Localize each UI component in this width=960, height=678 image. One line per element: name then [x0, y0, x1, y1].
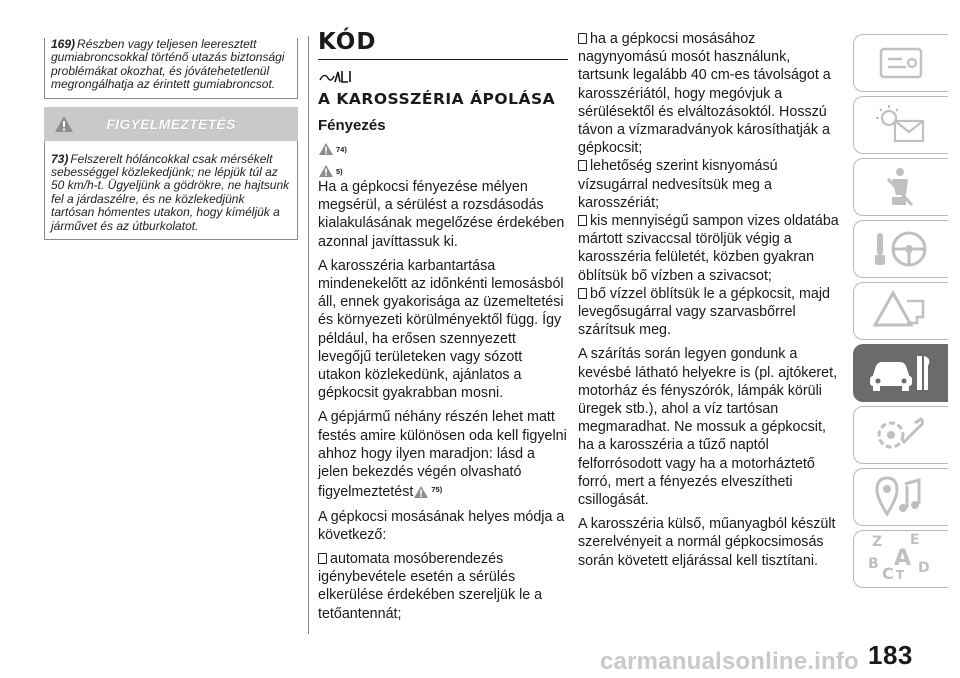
- warning-triangle-icon: [318, 142, 334, 156]
- section-title: KÓD: [318, 29, 377, 55]
- warning-triangle-icon: [413, 485, 429, 499]
- index-letter-t: T: [896, 568, 905, 582]
- tab-emergency[interactable]: [853, 282, 948, 340]
- note-73-box: [44, 141, 298, 240]
- reference-75-label: 75): [431, 485, 443, 495]
- checkbox-bullet-icon: [318, 553, 327, 564]
- note-169-text: Részben vagy teljesen leeresztett gumiabroncsokkal történő utazás biztonsági problémákat okozhat, és jóvátehetetlenül megrongálhatja az érintett gumiabroncsot.: [51, 37, 285, 92]
- index-letter-d: D: [918, 560, 930, 576]
- tab-index[interactable]: [853, 530, 948, 588]
- bullet-1: [318, 550, 568, 623]
- reference-5: [318, 158, 568, 178]
- reference-74: [318, 136, 568, 156]
- paragraph-2: A karosszéria karbantartása mindenekelőtt az időnkénti lemosásból áll, ennek gyakorisága az üzemeltetési és környezeti körülményektől függ. Így például, ha erősen szennyezett levegőjű területeken vagy sózott utakon közlekedünk, ajánlatos a gépkocsit gyakrabban mosni.: [318, 257, 564, 402]
- warning-lights-icon: [873, 103, 929, 147]
- note-73-number: 73): [51, 151, 69, 166]
- checkbox-bullet-icon: [578, 160, 587, 171]
- checkbox-bullet-icon: [578, 288, 587, 299]
- bullet-2: [578, 30, 840, 157]
- bullet-5: [578, 285, 840, 340]
- warning-triangle-icon: [54, 115, 74, 133]
- tab-maintenance[interactable]: [853, 344, 948, 402]
- bullet-1-text: automata mosóberendezés igénybevétele esetén a sérülés elkerülése érdekében szereljük le a tetőantennát;: [318, 551, 543, 622]
- right-column: [578, 30, 840, 576]
- index-letter-c: C: [882, 564, 894, 583]
- note-73-text: Felszerelt hóláncokkal csak mérsékelt sebességgel közlekedjünk; ne lépjük túl az 50 km/h-t. Ügyeljünk a gödrökre, ne hajtsunk fel a járdaszélre, és ne közlekedjünk tartósan hómentes utakon, hogy kíméljük a járművet és az útburkolatot.: [51, 151, 290, 233]
- code-logo-icon: [318, 68, 568, 86]
- dashboard-panel-icon: [876, 43, 926, 83]
- caution-triangle-icon: [318, 164, 334, 178]
- safety-icon: [876, 165, 926, 209]
- bullet-4: [578, 212, 840, 285]
- watermark: carmanualsonline.info: [600, 648, 859, 675]
- note-169-number: 169): [51, 37, 76, 51]
- index-letter-a: A: [894, 546, 912, 571]
- checkbox-bullet-icon: [578, 33, 587, 44]
- warning-title: FIGYELMEZTETÉS: [106, 115, 236, 132]
- emergency-icon: [873, 289, 929, 333]
- reference-74-label: 74): [336, 145, 347, 154]
- column-divider-left: [308, 36, 309, 634]
- tab-dashboard[interactable]: [853, 34, 948, 92]
- tab-starting-driving[interactable]: [853, 220, 948, 278]
- tab-multimedia[interactable]: [853, 468, 948, 526]
- maintenance-icon: [866, 350, 936, 396]
- bullet-5-text: bő vízzel öblítsük le a gépkocsit, majd levegősugárral vagy szarvasbőrrel szárítsuk meg.: [578, 285, 830, 339]
- left-column: [44, 38, 298, 240]
- bullet-4-text: kis mennyiségű sampon vizes oldatába mártott szivaccsal töröljük végig a karosszéria felületét, közben gyakran öblítsük bő vízben a szivacsot;: [578, 213, 839, 284]
- paragraph-1: Ha a gépkocsi fényezése mélyen megsérül, a sérülést a rozsdásodás kialakulásának megelőzése érdekében azonnal javíttassuk ki.: [318, 179, 565, 250]
- checkbox-bullet-icon: [578, 215, 587, 226]
- reference-75: [413, 481, 442, 499]
- bullet-2-text: ha a gépkocsi mosásához nagynyomású mosót használunk, tartsunk legalább 40 cm-es távolságot a karosszériától, hogy megóvjuk a sérülésektől és elváltozásoktól. Hosszú távon a vízmaradványok károsíthatják a gépkocsit;: [578, 31, 831, 157]
- tab-technical-data[interactable]: [853, 406, 948, 464]
- paragraph-4: A gépkocsi mosásának helyes módja a következő:: [318, 508, 565, 543]
- tab-warning-lights[interactable]: [853, 96, 948, 154]
- page-number: 183: [868, 640, 913, 670]
- paragraph-5: A szárítás során legyen gondunk a kevésbé látható helyekre is (pl. ajtókeret, motorház és fényszórók, lámpák körüli üregek stb.), ahol a víz tartósan megmaradhat. Ne mossuk a gépkocsit, ha a karosszéria a tűző naptól felforrósodott vagy ha a motorháztető forró, mert a fényezés elveszítheti csillogását.: [578, 346, 838, 509]
- chapter-tabs: [853, 34, 948, 592]
- note-169-box: [44, 38, 298, 99]
- technical-data-icon: [873, 413, 929, 457]
- section-rule: [318, 59, 568, 60]
- subsection-title: A KAROSSZÉRIA ÁPOLÁSA: [318, 90, 556, 108]
- paragraph-3: [318, 408, 568, 501]
- tab-safety[interactable]: [853, 158, 948, 216]
- index-letter-e: E: [910, 532, 920, 548]
- starting-driving-icon: [871, 227, 931, 271]
- index-letter-z: Z: [872, 534, 883, 550]
- heading-fenyezes: Fényezés: [318, 117, 386, 134]
- bullet-3-text: lehetőség szerint kisnyomású vízsugárral nedvesítsük meg a karosszériát;: [578, 158, 778, 211]
- middle-column: [318, 30, 568, 623]
- bullet-3: [578, 157, 840, 212]
- paragraph-3-text: A gépjármű néhány részén lehet matt festés amire különösen oda kell figyelni ahhoz hogy ilyen maradjon: lásd a jelen bekezdés végén olvasható figyelmeztetést: [318, 409, 567, 501]
- index-icon: [866, 534, 936, 584]
- multimedia-icon: [873, 474, 929, 520]
- paragraph-6: A karosszéria külső, műanyagból készült szerelvényeit a normál gépkocsimosás során követett eljárással kell tisztítani.: [578, 516, 836, 569]
- index-letter-b: B: [868, 556, 879, 572]
- warning-header: [44, 107, 298, 141]
- reference-5-label: 5): [336, 167, 343, 176]
